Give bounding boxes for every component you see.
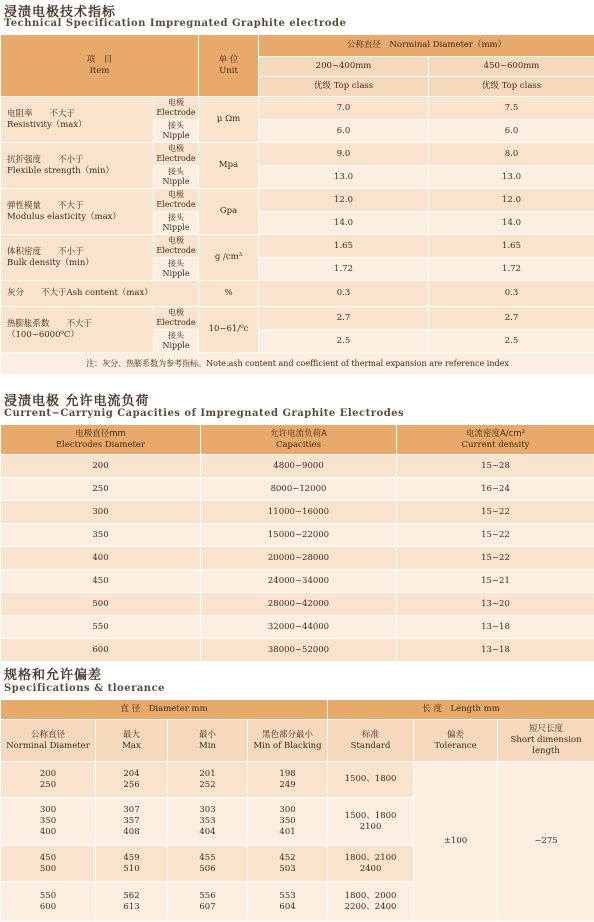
- cell-value: 7.0: [259, 97, 429, 120]
- electrode-label: 电极 Electrode: [154, 235, 199, 258]
- header-diameter-group: 直 径 Diameter mm: [1, 700, 328, 720]
- header-class-2: 优级 Top class: [429, 77, 594, 97]
- capacity-cell: 15~21: [397, 570, 594, 593]
- capacity-cell: 400: [1, 547, 201, 570]
- capacity-cell: 250: [1, 478, 201, 501]
- capacity-row: [1, 547, 594, 570]
- capacity-cell: 4800~9000: [201, 455, 397, 478]
- spec-cell-max: [96, 846, 168, 882]
- capacity-cell: 550: [1, 616, 201, 639]
- electrode-label: 电极 Electrode: [154, 189, 199, 212]
- cell-value: 14.0: [259, 212, 429, 235]
- spec-value: 556: [168, 891, 247, 902]
- header-standard: 标准 Standard: [328, 720, 414, 762]
- capacity-cell: 16~24: [397, 478, 594, 501]
- spec-value: 300: [1, 805, 95, 816]
- spec-value: 350: [248, 816, 327, 827]
- nipple-label: 接头 Nipple: [154, 212, 199, 235]
- spec-cell-nd: [1, 846, 96, 882]
- cell-value: 1.72: [259, 258, 429, 281]
- spec-cell-min: [168, 882, 248, 922]
- row-unit: μ Ωm: [199, 97, 259, 143]
- cte-unit: 10−61/⁰c: [199, 307, 259, 353]
- spec-cell-std: [328, 882, 414, 922]
- spec-value: 350: [1, 816, 95, 827]
- spec-value: 252: [168, 780, 247, 791]
- capacity-row: [1, 616, 594, 639]
- header-min: 最小 Min: [168, 720, 248, 762]
- cell-value: 2.5: [429, 330, 594, 353]
- spec-value: 459: [96, 853, 167, 864]
- spec-value: 408: [96, 827, 167, 838]
- row-name: 电阻率 不大于 Resistivity（max）: [1, 97, 154, 143]
- spec-value: 201: [168, 769, 247, 780]
- capacity-cell: 13~18: [397, 616, 594, 639]
- capacity-cell: 350: [1, 524, 201, 547]
- spec-value: 300: [248, 805, 327, 816]
- spec-cell-max: [96, 798, 168, 846]
- spec-cell-std: [328, 846, 414, 882]
- spec-value: 553: [248, 891, 327, 902]
- cell-value: 2.7: [259, 307, 429, 330]
- spec-value: 357: [96, 816, 167, 827]
- cell-value: 1.65: [429, 235, 594, 258]
- row-name: 体积密度 不小于 Bulk density（min）: [1, 235, 154, 281]
- cell-value: 6.0: [429, 120, 594, 143]
- cell-value: 2.5: [259, 330, 429, 353]
- nipple-label: 接头 Nipple: [154, 166, 199, 189]
- spec-value: 450: [1, 853, 95, 864]
- spec-value: 562: [96, 891, 167, 902]
- capacity-cell: 28000~42000: [201, 593, 397, 616]
- spec-value: 250: [1, 780, 95, 791]
- electrode-label: 电极 Electrode: [154, 307, 199, 330]
- row-unit: Gpa: [199, 189, 259, 235]
- spec-value: 200: [1, 769, 95, 780]
- cell-value: 1.72: [429, 258, 594, 281]
- header-nominal: 公称直径 Norminal Diameter: [1, 720, 96, 762]
- nipple-label: 接头 Nipple: [154, 330, 199, 353]
- capacity-row: [1, 593, 594, 616]
- ash-row-name: 灰分 不大于Ash content（max）: [1, 281, 199, 307]
- spec-value: 1800、2000: [328, 891, 413, 902]
- cell-value: 6.0: [259, 120, 429, 143]
- capacity-cell: 300: [1, 501, 201, 524]
- capacity-cell: 450: [1, 570, 201, 593]
- section2-title-cn: 浸渍电极 允许电流负荷: [4, 390, 150, 409]
- spec-value: 510: [96, 864, 167, 875]
- capacity-cell: 500: [1, 593, 201, 616]
- header-capacities: 允许电流负荷A Capacities: [201, 425, 397, 455]
- spec-value: 2400: [328, 864, 413, 875]
- spec-cell-std: [328, 798, 414, 846]
- spec-value: 455: [168, 853, 247, 864]
- capacity-cell: 38000~52000: [201, 639, 397, 662]
- spec-value: 506: [168, 864, 247, 875]
- spec-cell-min: [168, 762, 248, 798]
- nipple-label: 接头 Nipple: [154, 258, 199, 281]
- section1-title-en: Technical Specification Impregnated Graphite electrode: [4, 18, 346, 29]
- spec-value: 404: [168, 827, 247, 838]
- section3-title-en: Specifications & tloerance: [4, 683, 165, 694]
- spec-value: 500: [1, 864, 95, 875]
- row-unit: Mpa: [199, 143, 259, 189]
- header-range-2: 450~600mm: [429, 57, 594, 77]
- spec-cell-std: [328, 762, 414, 798]
- tolerance-cell: ±100: [414, 762, 498, 922]
- row-unit: g /cm³: [199, 235, 259, 281]
- spec-cell-max: [96, 762, 168, 798]
- capacity-cell: 11000~16000: [201, 501, 397, 524]
- capacity-cell: 15~28: [397, 455, 594, 478]
- specifications-table: [0, 699, 594, 922]
- header-short-length: 短尺长度 Short dimension length: [498, 720, 594, 762]
- capacity-cell: 24000~34000: [201, 570, 397, 593]
- ash-unit: %: [199, 281, 259, 307]
- header-tolerance: 偏差 Tolerance: [414, 720, 498, 762]
- spec-value: 2200、2400: [328, 902, 413, 913]
- header-diameter: 电极直径mm Electrodes Diameter: [1, 425, 201, 455]
- spec-cell-min: [168, 798, 248, 846]
- cell-value: 0.3: [259, 281, 429, 307]
- spec-cell-black: [248, 762, 328, 798]
- spec-cell-nd: [1, 798, 96, 846]
- spec-value: 550: [1, 891, 95, 902]
- capacity-row: [1, 501, 594, 524]
- header-item: 项 目 Item: [1, 35, 199, 97]
- spec-value: 503: [248, 864, 327, 875]
- spec-group-row: [1, 762, 594, 798]
- capacity-cell: 20000~28000: [201, 547, 397, 570]
- spec-cell-black: [248, 846, 328, 882]
- capacity-cell: 200: [1, 455, 201, 478]
- capacity-cell: 32000~44000: [201, 616, 397, 639]
- section2-title-en: Current−Carrynig Capacities of Impregnated Graphite Electrodes: [4, 408, 404, 419]
- spec-value: 307: [96, 805, 167, 816]
- spec-value: 452: [248, 853, 327, 864]
- capacity-row: [1, 570, 594, 593]
- spec-value: 613: [96, 902, 167, 913]
- cte-row-name: 热膨胀系数 不大于 （100~6000⁰C）: [1, 307, 154, 353]
- cell-value: 1.65: [259, 235, 429, 258]
- spec-value: 2100: [328, 822, 413, 833]
- capacity-cell: 15~22: [397, 501, 594, 524]
- spec-value: 600: [1, 902, 95, 913]
- spec-value: 204: [96, 769, 167, 780]
- spec-value: 400: [1, 827, 95, 838]
- spec-cell-black: [248, 798, 328, 846]
- nipple-label: 接头 Nipple: [154, 120, 199, 143]
- header-max: 最大 Max: [96, 720, 168, 762]
- capacity-cell: 13~20: [397, 593, 594, 616]
- table-note: 注：灰分、热膨系数为参考指标。Note:ash content and coefficient of thermal expansion are reference index: [1, 353, 594, 375]
- spec-cell-nd: [1, 882, 96, 922]
- spec-value: 1500、1800: [328, 811, 413, 822]
- capacity-row: [1, 478, 594, 501]
- cell-value: 7.5: [429, 97, 594, 120]
- capacity-cell: 15~22: [397, 547, 594, 570]
- cell-value: 14.0: [429, 212, 594, 235]
- header-current-density: 电流密度A/cm² Current density: [397, 425, 594, 455]
- capacity-row: [1, 455, 594, 478]
- section1-title-cn: 浸渍电极技术指标: [4, 1, 116, 20]
- cell-value: 8.0: [429, 143, 594, 166]
- spec-value: 401: [248, 827, 327, 838]
- spec-value: 1800、2100: [328, 853, 413, 864]
- header-blacking: 黑色部分最小 Min of Blacking: [248, 720, 328, 762]
- capacity-row: [1, 639, 594, 662]
- cell-value: 12.0: [259, 189, 429, 212]
- electrode-label: 电极 Electrode: [154, 97, 199, 120]
- cell-value: 12.0: [429, 189, 594, 212]
- header-range-1: 200~400mm: [259, 57, 429, 77]
- capacity-cell: 15000~22000: [201, 524, 397, 547]
- row-name: 抗折强度 不小于 Flexible strength（min）: [1, 143, 154, 189]
- capacity-cell: 600: [1, 639, 201, 662]
- header-unit: 单 位 Unit: [199, 35, 259, 97]
- cell-value: 0.3: [429, 281, 594, 307]
- spec-value: 607: [168, 902, 247, 913]
- capacity-cell: 13~18: [397, 639, 594, 662]
- row-name: 弹性模量 不大于 Modulus elasticity（max）: [1, 189, 154, 235]
- header-class-1: 优级 Top class: [259, 77, 429, 97]
- section3-title-cn: 规格和允许偏差: [4, 664, 102, 683]
- cell-value: 2.7: [429, 307, 594, 330]
- header-length-group: 长 度 Length mm: [328, 700, 594, 720]
- electrode-label: 电极 Electrode: [154, 143, 199, 166]
- capacity-cell: 8000~12000: [201, 478, 397, 501]
- capacity-row: [1, 524, 594, 547]
- tech-spec-table: [0, 34, 594, 375]
- spec-cell-black: [248, 882, 328, 922]
- spec-value: 249: [248, 780, 327, 791]
- spec-cell-min: [168, 846, 248, 882]
- spec-value: 303: [168, 805, 247, 816]
- cell-value: 9.0: [259, 143, 429, 166]
- spec-value: 198: [248, 769, 327, 780]
- spec-value: 1500、1800: [328, 774, 413, 785]
- spec-value: 353: [168, 816, 247, 827]
- cell-value: 13.0: [259, 166, 429, 189]
- spec-cell-max: [96, 882, 168, 922]
- cell-value: 13.0: [429, 166, 594, 189]
- spec-cell-nd: [1, 762, 96, 798]
- spec-value: 256: [96, 780, 167, 791]
- header-nominal-diameter: 公称直径 Norminal Diameter（mm）: [259, 35, 594, 57]
- short-length-cell: −275: [498, 762, 594, 922]
- capacity-cell: 15~22: [397, 524, 594, 547]
- spec-value: 604: [248, 902, 327, 913]
- current-capacity-table: [0, 424, 594, 662]
